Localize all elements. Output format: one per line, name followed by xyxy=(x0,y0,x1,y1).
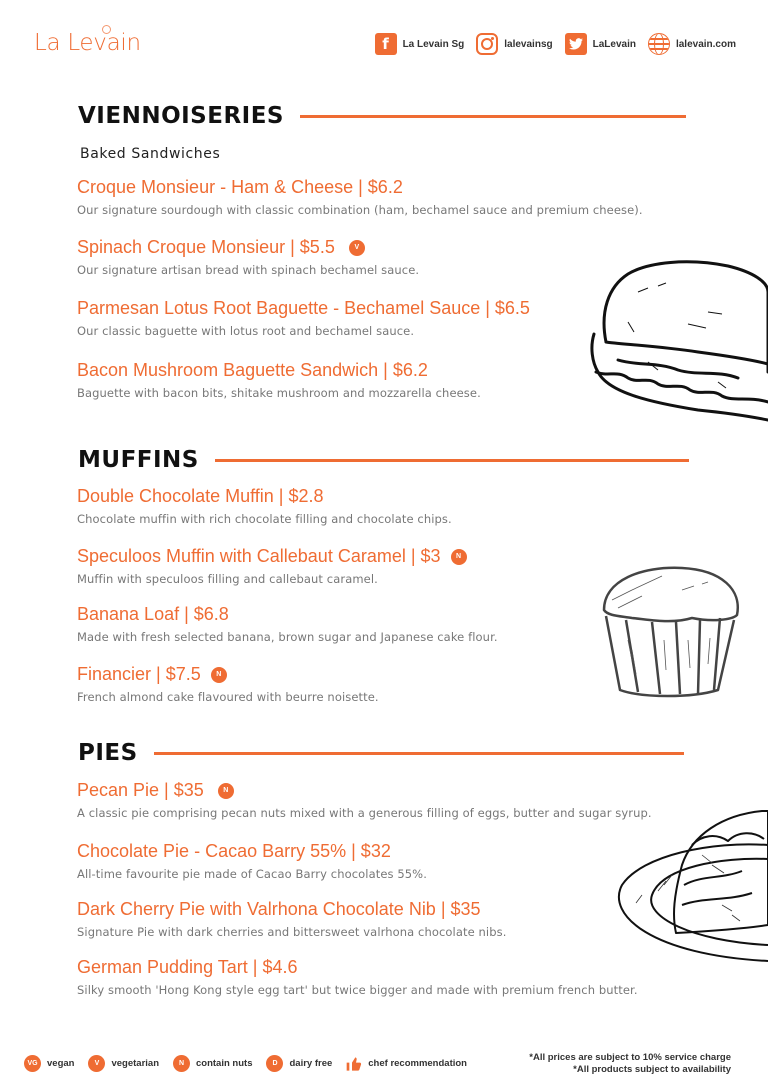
item-name: Financier | $7.5 xyxy=(77,664,201,684)
item-description: Baguette with bacon bits, shitake mushroom and mozzarella cheese. xyxy=(77,386,481,400)
contains-nuts-badge-icon: N xyxy=(451,549,467,565)
menu-item xyxy=(77,664,379,704)
service-charge-note: *All prices are subject to 10% service charge xyxy=(529,1052,731,1063)
item-description: Made with fresh selected banana, brown sugar and Japanese cake flour. xyxy=(77,630,498,644)
item-name: Chocolate Pie - Cacao Barry 55% | $32 xyxy=(77,841,391,861)
legend-label: contain nuts xyxy=(196,1058,253,1069)
item-description: Silky smooth 'Hong Kong style egg tart' but twice bigger and made with premium french butter. xyxy=(77,983,638,997)
vegetarian-badge-icon: V xyxy=(349,240,365,256)
contains-nuts-badge-icon: N xyxy=(211,667,227,683)
menu-item xyxy=(77,841,427,881)
social-links xyxy=(375,33,736,55)
globe-icon xyxy=(648,33,670,55)
item-name: Bacon Mushroom Baguette Sandwich | $6.2 xyxy=(77,360,428,380)
item-description: All-time favourite pie made of Cacao Barry chocolates 55%. xyxy=(77,867,427,881)
social-label: LaLevain xyxy=(592,38,636,50)
menu-item xyxy=(77,298,530,338)
menu-item xyxy=(77,360,481,400)
item-description: French almond cake flavoured with beurre noisette. xyxy=(77,690,379,704)
section-title: VIENNOISERIES xyxy=(78,103,284,129)
menu-item xyxy=(77,957,638,997)
section-title: PIES xyxy=(78,740,138,766)
logo-swirl-icon xyxy=(102,25,111,34)
pie-illustration xyxy=(612,805,768,965)
contains-nuts-badge-icon: N xyxy=(173,1055,190,1072)
availability-note: *All products subject to availability xyxy=(573,1064,731,1075)
legend-label: dairy free xyxy=(289,1058,333,1069)
menu-item xyxy=(77,899,506,939)
item-name: Croque Monsieur - Ham & Cheese | $6.2 xyxy=(77,177,403,197)
item-description: Our signature sourdough with classic combination (ham, bechamel sauce and premium cheese). xyxy=(77,203,643,217)
social-label: lalevainsg xyxy=(504,38,553,50)
item-description: A classic pie comprising pecan nuts mixed with a generous filling of eggs, butter and sugar syrup. xyxy=(77,806,652,820)
section-header-pies xyxy=(78,740,684,766)
legend-label: vegetarian xyxy=(111,1058,159,1069)
item-name: Pecan Pie | $35 xyxy=(77,780,204,800)
instagram-icon xyxy=(476,33,498,55)
menu-item xyxy=(77,546,467,586)
menu-item xyxy=(77,177,643,217)
section-divider xyxy=(300,115,686,118)
footer-notes xyxy=(529,1052,731,1076)
vegan-badge-icon: VG xyxy=(24,1055,41,1072)
section-header-viennoiseries xyxy=(78,103,686,129)
social-instagram[interactable] xyxy=(476,33,552,55)
item-description: Our classic baguette with lotus root and bechamel sauce. xyxy=(77,324,415,338)
logo xyxy=(34,30,141,56)
thumbs-up-icon xyxy=(346,1056,362,1072)
legend-label: vegan xyxy=(47,1058,75,1069)
item-name: Spinach Croque Monsieur | $5.5 xyxy=(77,237,335,257)
item-name: German Pudding Tart | $4.6 xyxy=(77,957,298,977)
section-divider xyxy=(215,459,689,462)
dietary-legend xyxy=(24,1055,475,1072)
sandwich-illustration xyxy=(588,252,768,422)
logo-text: La Levain xyxy=(34,30,141,56)
menu-item xyxy=(77,486,452,526)
item-description: Signature Pie with dark cherries and bittersweet valrhona chocolate nibs. xyxy=(77,925,507,939)
item-description: Chocolate muffin with rich chocolate filling and chocolate chips. xyxy=(77,512,452,526)
item-name: Dark Cherry Pie with Valrhona Chocolate Nib | $35 xyxy=(77,899,481,919)
menu-item xyxy=(77,604,498,644)
social-label: La Levain Sg xyxy=(402,38,465,50)
section-title: MUFFINS xyxy=(78,447,199,473)
vegetarian-badge-icon: V xyxy=(88,1055,105,1072)
contains-nuts-badge-icon: N xyxy=(218,783,234,799)
item-name: Double Chocolate Muffin | $2.8 xyxy=(77,486,324,506)
social-label: lalevain.com xyxy=(675,38,736,50)
section-header-muffins xyxy=(78,447,689,473)
facebook-icon: f xyxy=(375,33,397,55)
dairy-free-badge-icon: D xyxy=(266,1055,283,1072)
menu-item xyxy=(77,237,419,277)
section-divider xyxy=(154,752,684,755)
item-name: Speculoos Muffin with Callebaut Caramel | $3 xyxy=(77,546,441,566)
legend-label: chef recommendation xyxy=(368,1058,467,1069)
menu-item xyxy=(77,780,652,820)
social-twitter[interactable] xyxy=(565,33,636,55)
muffin-illustration xyxy=(592,560,752,700)
item-description: Muffin with speculoos filling and callebaut caramel. xyxy=(77,572,378,586)
item-name: Banana Loaf | $6.8 xyxy=(77,604,229,624)
social-website[interactable] xyxy=(648,33,736,55)
section-subtitle: Baked Sandwiches xyxy=(80,146,221,162)
item-description: Our signature artisan bread with spinach bechamel sauce. xyxy=(77,263,420,277)
twitter-icon xyxy=(565,33,587,55)
social-facebook[interactable] xyxy=(375,33,465,55)
item-name: Parmesan Lotus Root Baguette - Bechamel Sauce | $6.5 xyxy=(77,298,530,318)
